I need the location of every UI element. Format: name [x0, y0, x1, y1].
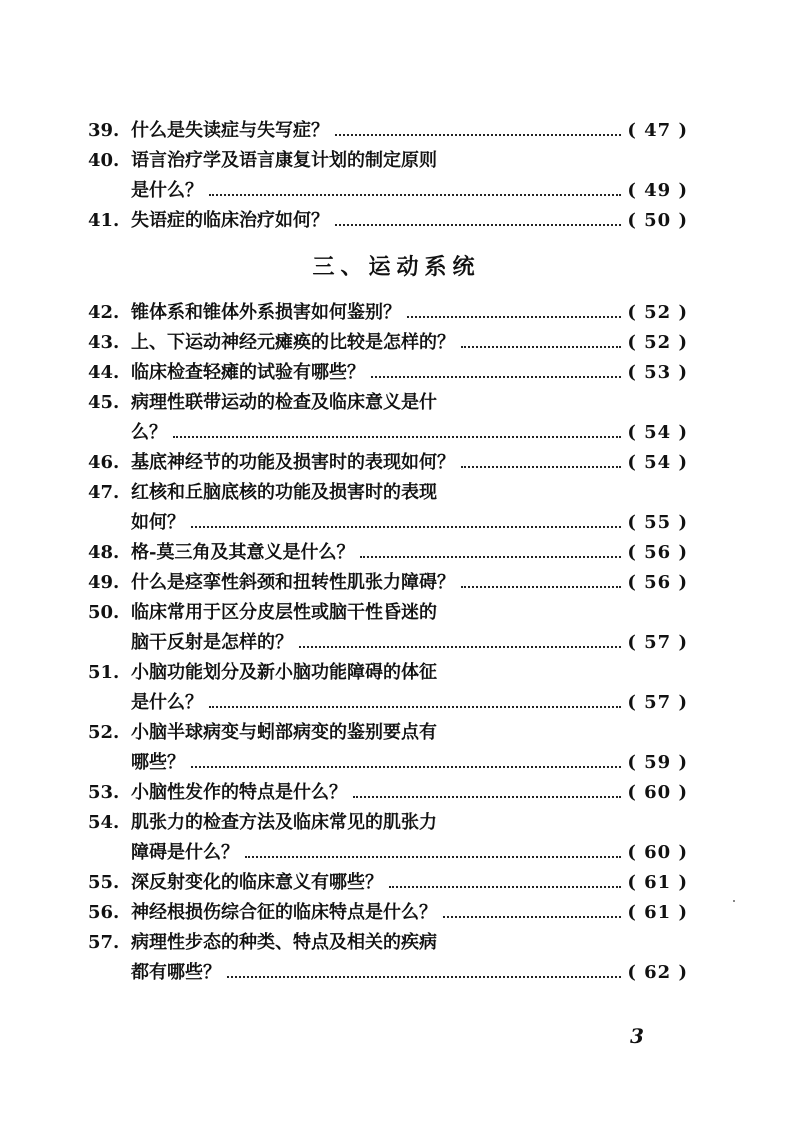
toc-entry-leader-row — [131, 748, 688, 778]
toc-entry — [88, 568, 688, 598]
dot-leader — [209, 194, 621, 196]
toc-entry-leader-row — [131, 358, 688, 388]
toc-entry-number: 55. — [88, 872, 120, 893]
toc-entry-title: 神经根损伤综合征的临床特点是什么？ — [131, 902, 437, 923]
toc-entry-leader-row — [131, 688, 688, 718]
toc-entry-title: 上、下运动神经元瘫痪的比较是怎样的？ — [131, 332, 455, 353]
dot-leader — [461, 586, 621, 588]
toc-entry-number: 42. — [88, 302, 120, 323]
toc-entry — [88, 298, 688, 328]
toc-entry-page: ( 49 ) — [627, 180, 688, 201]
toc-entry — [88, 478, 688, 538]
toc-entry-title: 格-莫三角及其意义是什么？ — [131, 542, 355, 563]
toc-entry-line — [88, 808, 688, 838]
toc-entry-title: 障碍是什么？ — [131, 842, 239, 863]
toc-entry-number: 52. — [88, 722, 120, 743]
toc-entry — [88, 448, 688, 478]
toc-entry-number: 43. — [88, 332, 120, 353]
toc-entry-line — [88, 718, 688, 748]
toc-entry-number: 54. — [88, 812, 120, 833]
toc-entry-leader-row — [131, 418, 688, 448]
toc-entry-line — [88, 868, 688, 898]
toc-entry-page: ( 54 ) — [627, 452, 688, 473]
dot-leader — [443, 916, 621, 918]
toc-entry-leader-row — [131, 116, 688, 146]
toc-entry-line — [88, 478, 688, 508]
toc-entry-line — [88, 928, 688, 958]
toc-entry-title: 临床检查轻瘫的试验有哪些？ — [131, 362, 365, 383]
toc-entry-number: 46. — [88, 452, 120, 473]
toc-entry-page: ( 50 ) — [627, 210, 688, 231]
toc-entry-page: ( 52 ) — [627, 332, 688, 353]
toc-entry-page: ( 56 ) — [627, 572, 688, 593]
toc-entry-leader-row — [131, 838, 688, 868]
toc-entry-title: 都有哪些？ — [131, 962, 221, 983]
dot-leader — [335, 224, 621, 226]
toc-entry-page: ( 61 ) — [627, 902, 688, 923]
toc-entry-page: ( 60 ) — [627, 782, 688, 803]
toc-entry-line — [88, 748, 688, 778]
toc-entry-line — [88, 328, 688, 358]
toc-entry-number: 47. — [88, 482, 120, 503]
toc-entry-line — [88, 958, 688, 988]
toc-entry-page: ( 47 ) — [627, 120, 688, 141]
toc-entry-page: ( 57 ) — [627, 632, 688, 653]
dot-leader — [407, 316, 621, 318]
toc-entry-line — [88, 146, 688, 176]
toc-entry-title: 红核和丘脑底核的功能及损害时的表现 — [131, 482, 437, 503]
dot-leader — [245, 856, 621, 858]
toc-entry-title: 病理性步态的种类、特点及相关的疾病 — [131, 932, 437, 953]
toc-entry — [88, 718, 688, 778]
toc-entry-leader-row — [131, 538, 688, 568]
toc-entry-page: ( 53 ) — [627, 362, 688, 383]
toc-entry-number: 51. — [88, 662, 120, 683]
toc-entry — [88, 928, 688, 988]
toc-entry — [88, 898, 688, 928]
toc-entry-leader-row — [131, 298, 688, 328]
toc-entry-line — [88, 176, 688, 206]
toc-entry-leader-row — [131, 628, 688, 658]
toc-entry-line — [88, 448, 688, 478]
toc-entry-line — [88, 598, 688, 628]
toc-entry-leader-row — [131, 568, 688, 598]
toc-entry-title: 临床常用于区分皮层性或脑干性昏迷的 — [131, 602, 437, 623]
toc-entry-number: 45. — [88, 392, 120, 413]
toc-entry-title: 失语症的临床治疗如何？ — [131, 210, 329, 231]
toc-entry-page: ( 55 ) — [627, 512, 688, 533]
dot-leader — [389, 886, 621, 888]
toc-entry-title: 小脑半球病变与蚓部病变的鉴别要点有 — [131, 722, 437, 743]
dot-leader — [461, 466, 621, 468]
toc-entry-leader-row — [131, 176, 688, 206]
toc-entry-line — [88, 116, 688, 146]
dot-leader — [191, 526, 621, 528]
toc-entry-page: ( 62 ) — [627, 962, 688, 983]
toc-entry-line — [88, 838, 688, 868]
toc-entry-title: 病理性联带运动的检查及临床意义是什 — [131, 392, 437, 413]
toc-entry-line — [88, 658, 688, 688]
toc-entry-number: 39. — [88, 120, 120, 141]
toc-entry-line — [88, 388, 688, 418]
toc-entry — [88, 808, 688, 868]
toc-entry-line — [88, 568, 688, 598]
toc-entry-line — [88, 628, 688, 658]
toc-entry-number: 53. — [88, 782, 120, 803]
toc-group-before — [88, 116, 688, 236]
toc-entry-title: 肌张力的检查方法及临床常见的肌张力 — [131, 812, 437, 833]
toc-entry-page: ( 60 ) — [627, 842, 688, 863]
toc-entry-leader-row — [131, 448, 688, 478]
toc-entry-title: 么？ — [131, 422, 167, 443]
toc-entry-line — [88, 778, 688, 808]
toc-entry-title: 是什么？ — [131, 692, 203, 713]
dot-leader — [191, 766, 621, 768]
toc-entry — [88, 328, 688, 358]
toc-entry-title: 什么是失读症与失写症？ — [131, 120, 329, 141]
toc-entry-number: 48. — [88, 542, 120, 563]
toc-entry-page: ( 52 ) — [627, 302, 688, 323]
toc-entry — [88, 658, 688, 718]
toc-entry-leader-row — [131, 898, 688, 928]
toc-entry — [88, 778, 688, 808]
toc-group-after — [88, 298, 688, 988]
table-of-contents — [88, 116, 688, 988]
toc-entry-title: 什么是痉挛性斜颈和扭转性肌张力障碍？ — [131, 572, 455, 593]
toc-entry-line — [88, 358, 688, 388]
dot-leader — [353, 796, 621, 798]
dot-leader — [335, 134, 621, 136]
toc-entry-title: 脑干反射是怎样的？ — [131, 632, 293, 653]
dot-leader — [299, 646, 621, 648]
toc-entry-line — [88, 538, 688, 568]
toc-entry-page: ( 59 ) — [627, 752, 688, 773]
toc-entry — [88, 146, 688, 206]
toc-entry-leader-row — [131, 508, 688, 538]
toc-entry-line — [88, 898, 688, 928]
toc-entry-title: 哪些？ — [131, 752, 185, 773]
toc-entry-leader-row — [131, 778, 688, 808]
toc-entry-line — [88, 508, 688, 538]
toc-entry-page: ( 56 ) — [627, 542, 688, 563]
toc-entry-title: 如何？ — [131, 512, 185, 533]
toc-entry-number: 49. — [88, 572, 120, 593]
toc-entry — [88, 358, 688, 388]
dot-leader — [461, 346, 621, 348]
toc-entry-title: 基底神经节的功能及损害时的表现如何？ — [131, 452, 455, 473]
dot-leader — [360, 556, 621, 558]
section-heading: 三、运动系统 — [312, 254, 481, 280]
toc-entry — [88, 868, 688, 898]
toc-entry-line — [88, 418, 688, 448]
toc-entry-title: 小脑性发作的特点是什么？ — [131, 782, 347, 803]
toc-entry-leader-row — [131, 328, 688, 358]
toc-entry-number: 56. — [88, 902, 120, 923]
toc-entry-line — [88, 298, 688, 328]
toc-entry — [88, 538, 688, 568]
toc-entry-leader-row — [131, 958, 688, 988]
toc-entry-page: ( 54 ) — [627, 422, 688, 443]
dot-leader — [227, 976, 621, 978]
toc-entry-title: 小脑功能划分及新小脑功能障碍的体征 — [131, 662, 437, 683]
toc-entry-number: 44. — [88, 362, 120, 383]
toc-entry-number: 57. — [88, 932, 120, 953]
scan-speck — [733, 900, 735, 902]
toc-entry-number: 40. — [88, 150, 120, 171]
dot-leader — [209, 706, 621, 708]
toc-entry-line — [88, 206, 688, 236]
toc-entry — [88, 598, 688, 658]
toc-entry-page: ( 61 ) — [627, 872, 688, 893]
toc-entry — [88, 206, 688, 236]
toc-entry — [88, 388, 688, 448]
toc-entry-line — [88, 688, 688, 718]
toc-entry-number: 41. — [88, 210, 120, 231]
toc-entry — [88, 116, 688, 146]
dot-leader — [173, 436, 621, 438]
toc-entry-page: ( 57 ) — [627, 692, 688, 713]
toc-entry-leader-row — [131, 206, 688, 236]
toc-entry-title: 是什么？ — [131, 180, 203, 201]
dot-leader — [371, 376, 621, 378]
toc-entry-leader-row — [131, 868, 688, 898]
toc-entry-title: 深反射变化的临床意义有哪些？ — [131, 872, 383, 893]
toc-entry-title: 语言治疗学及语言康复计划的制定原则 — [131, 150, 437, 171]
toc-entry-number: 50. — [88, 602, 120, 623]
page-number: 3 — [630, 1024, 644, 1048]
toc-entry-title: 锥体系和锥体外系损害如何鉴别？ — [131, 302, 401, 323]
